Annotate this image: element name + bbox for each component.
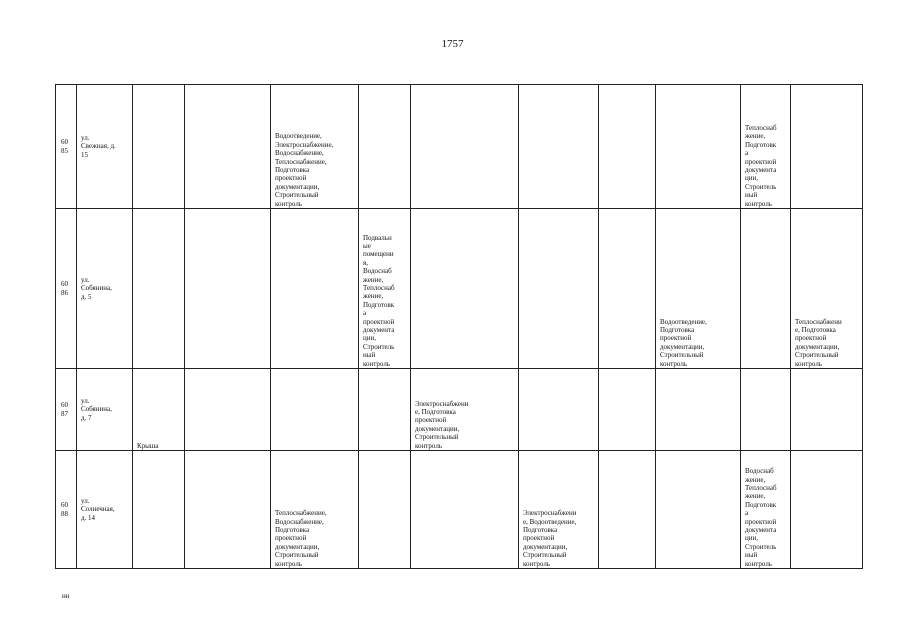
work-cell: Водоотведение, Электроснабжение, Водоснабжение, Теплоснабжение, Подготовка проектной документации, Строительный контроль bbox=[271, 85, 359, 209]
work-cell bbox=[185, 369, 271, 451]
table-row bbox=[56, 451, 863, 569]
work-cell: Крыша bbox=[133, 369, 185, 451]
work-cell bbox=[599, 209, 656, 369]
work-cell bbox=[133, 451, 185, 569]
row-number-cell: 60 88 bbox=[56, 451, 77, 569]
work-cell: Теплоснабжени е, Подготовка проектной документации, Строительный контроль bbox=[791, 209, 863, 369]
work-cell bbox=[791, 85, 863, 209]
work-cell: Теплоснаб жение, Подготовк а проектной документа ции, Строитель ный контроль bbox=[741, 85, 791, 209]
work-cell bbox=[656, 451, 741, 569]
work-cell bbox=[411, 451, 519, 569]
work-cell bbox=[185, 85, 271, 209]
work-cell bbox=[133, 209, 185, 369]
work-cell bbox=[185, 209, 271, 369]
address-cell: ул. Собянина, д. 7 bbox=[77, 369, 133, 451]
row-number-cell: 60 86 bbox=[56, 209, 77, 369]
work-cell bbox=[741, 369, 791, 451]
work-cell: Электроснабжени е, Водоотведение, Подготовка проектной документации, Строительный контроль bbox=[519, 451, 599, 569]
table-row bbox=[56, 209, 863, 369]
address-cell: ул. Свежная, д. 15 bbox=[77, 85, 133, 209]
address-cell: ул. Собянина, д. 5 bbox=[77, 209, 133, 369]
work-cell bbox=[791, 451, 863, 569]
works-schedule-table bbox=[55, 84, 863, 569]
work-cell bbox=[359, 451, 411, 569]
work-cell bbox=[133, 85, 185, 209]
table-row bbox=[56, 85, 863, 209]
address-cell: ул. Солнечная, д. 14 bbox=[77, 451, 133, 569]
work-cell bbox=[519, 369, 599, 451]
work-cell bbox=[519, 85, 599, 209]
work-cell bbox=[656, 369, 741, 451]
work-cell bbox=[599, 451, 656, 569]
work-cell: Водоснаб жение, Теплоснаб жение, Подготовк а проектной документа ции, Строитель ный контроль bbox=[741, 451, 791, 569]
work-cell bbox=[656, 85, 741, 209]
work-cell bbox=[411, 209, 519, 369]
work-cell bbox=[741, 209, 791, 369]
footer-mark: нн bbox=[62, 592, 70, 600]
work-cell bbox=[791, 369, 863, 451]
work-cell: Подвальн ые помещени я, Водоснаб жение, Теплоснаб жение, Подготовк а проектной документа ции, Строитель ный контроль bbox=[359, 209, 411, 369]
work-cell bbox=[599, 369, 656, 451]
work-cell bbox=[411, 85, 519, 209]
table-row bbox=[56, 369, 863, 451]
work-cell: Теплоснабжение, Водоснабжение, Подготовка проектной документации, Строительный контроль bbox=[271, 451, 359, 569]
work-cell bbox=[359, 85, 411, 209]
row-number-cell: 60 87 bbox=[56, 369, 77, 451]
work-cell bbox=[271, 209, 359, 369]
page-number: 1757 bbox=[441, 38, 464, 50]
work-cell: Электроснабжени е, Подготовка проектной документации, Строительный контроль bbox=[411, 369, 519, 451]
work-cell bbox=[271, 369, 359, 451]
work-cell bbox=[359, 369, 411, 451]
row-number-cell: 60 85 bbox=[56, 85, 77, 209]
work-cell: Водоотведение, Подготовка проектной документации, Строительный контроль bbox=[656, 209, 741, 369]
work-cell bbox=[519, 209, 599, 369]
work-cell bbox=[599, 85, 656, 209]
work-cell bbox=[185, 451, 271, 569]
